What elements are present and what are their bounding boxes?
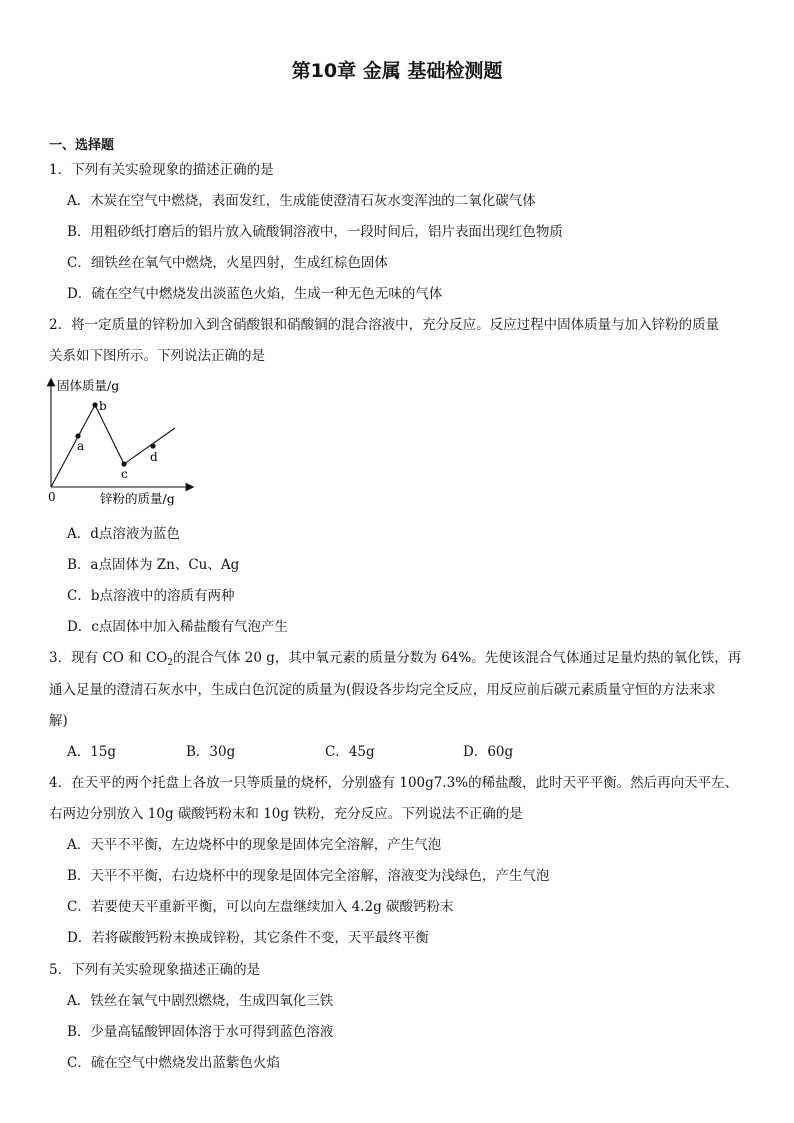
question-4-option-c: C．若要使天平重新平衡，可以向左盘继续加入 4.2g 碳酸钙粉末 — [67, 899, 454, 915]
question-1-option-d: D．硫在空气中燃烧发出淡蓝色火焰，生成一种无色无味的气体 — [67, 286, 443, 302]
question-2-option-c: C．b点溶液中的溶质有两种 — [67, 588, 235, 604]
question-5-option-a: A．铁丝在氧气中剧烈燃烧，生成四氧化三铁 — [67, 993, 334, 1009]
solid-mass-graph — [40, 372, 210, 512]
question-4-stem-line-2: 右两边分别放入 10g 碳酸钙粉末和 10g 铁粉，充分反应。下列说法不正确的是 — [49, 806, 523, 822]
question-5-option-b: B．少量高锰酸钾固体溶于水可得到蓝色溶液 — [67, 1024, 334, 1040]
y-axis-label: 固体质量/g — [57, 378, 120, 393]
question-1-stem: 1．下列有关实验现象的描述正确的是 — [49, 162, 274, 178]
question-4-option-b: B．天平不平衡，右边烧杯中的现象是固体完全溶解，溶液变为浅绿色，产生气泡 — [67, 868, 550, 884]
point-b-label: b — [99, 399, 107, 413]
question-3-option-b: B．30g — [186, 744, 236, 760]
question-3-stem-line-1: 3．现有 CO 和 $CO_2$的混合气体 20 g，其中氧元素的质量分数为 64%。先使该混合气体通过足量灼热的氧化铁，再 — [49, 650, 742, 668]
origin-label: 0 — [48, 490, 56, 504]
point-a-label: a — [77, 439, 85, 453]
x-axis-label: 锌粉的质量/g — [100, 491, 175, 506]
question-3-stem-line-2: 通入足量的澄清石灰水中，生成白色沉淀的质量为(假设各步均完全反应，用反应前后碳元素质量守恒的方法来求 — [49, 682, 716, 698]
question-5-option-c: C．硫在空气中燃烧发出蓝紫色火焰 — [67, 1055, 280, 1071]
question-4-stem-line-1: 4．在天平的两个托盘上各放一只等质量的烧杯，分别盛有 100g7.3%的稀盐酸，此时天平平衡。然后再向天平左、 — [49, 775, 739, 791]
question-1-option-b: B．用粗砂纸打磨后的铝片放入硫酸铜溶液中，一段时间后，铝片表面出现红色物质 — [67, 224, 563, 240]
question-1-option-a: A．木炭在空气中燃烧，表面发红，生成能使澄清石灰水变浑浊的二氧化碳气体 — [67, 193, 536, 209]
question-2-option-a: A．d点溶液为蓝色 — [67, 526, 180, 542]
question-2-stem-line-2: 关系如下图所示。下列说法正确的是 — [49, 348, 265, 364]
question-3-stem-line-3: 解) — [49, 713, 68, 729]
page-title: 第10章 金属 基础检测题 — [291, 60, 503, 82]
question-2-option-d: D．c点固体中加入稀盐酸有气泡产生 — [67, 619, 288, 635]
section-heading: 一、选择题 — [49, 138, 115, 153]
question-3-option-c: C．45g — [325, 744, 375, 760]
question-4-option-d: D．若将碳酸钙粉末换成锌粉，其它条件不变，天平最终平衡 — [67, 930, 429, 946]
point-d-marker — [150, 443, 155, 448]
point-d-label: d — [150, 450, 158, 464]
point-c-label: c — [121, 467, 128, 481]
point-a-marker — [75, 433, 80, 438]
question-2-stem-line-1: 2．将一定质量的锌粉加入到含硝酸银和硝酸铜的混合溶液中，充分反应。反应过程中固体质量与加入锌粉的质量 — [49, 317, 720, 333]
question-2-option-b: B．a点固体为 Zn、Cu、Ag — [67, 557, 240, 573]
point-c-marker — [121, 461, 126, 466]
point-b-marker — [92, 402, 97, 407]
mass-curve — [51, 405, 175, 487]
question-1-option-c: C．细铁丝在氧气中燃烧，火星四射，生成红棕色固体 — [67, 255, 388, 271]
question-4-option-a: A．天平不平衡，左边烧杯中的现象是固体完全溶解，产生气泡 — [67, 837, 442, 853]
question-3-option-d: D．60g — [463, 744, 514, 760]
question-3-option-a: A．15g — [67, 744, 117, 760]
question-5-stem: 5．下列有关实验现象描述正确的是 — [49, 962, 261, 978]
